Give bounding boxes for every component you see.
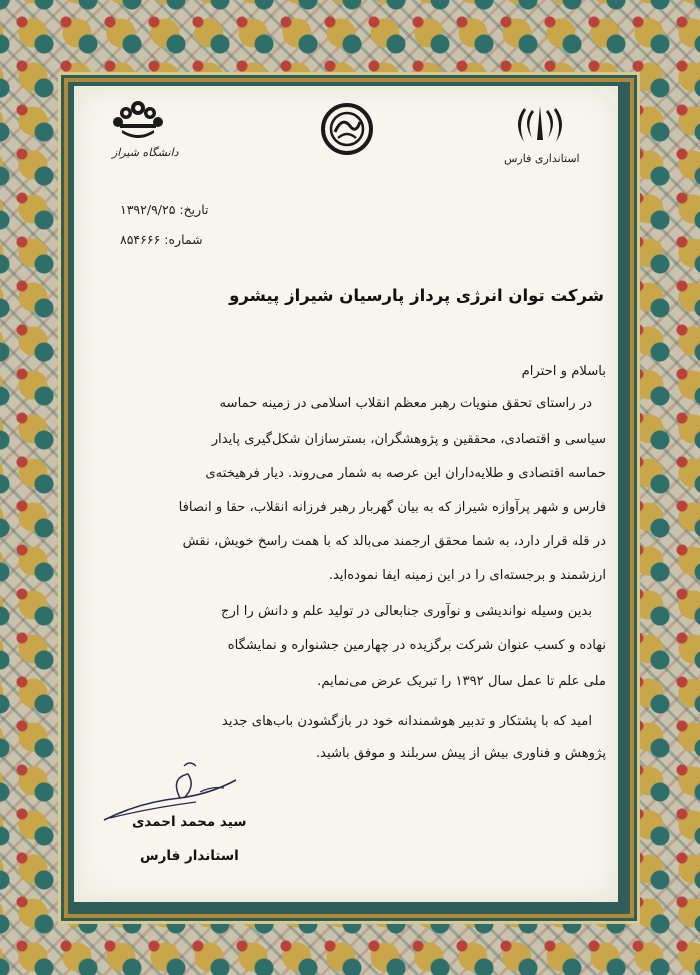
body-line: در راستای تحقق منویات رهبر معظم انقلاب اسلامی در زمینه حماسه	[219, 396, 592, 411]
salutation: باسلام و احترام	[521, 364, 606, 379]
signatory-name: سید محمد احمدی	[132, 814, 247, 830]
body-line: بدین وسیله نواندیشی و نوآوری جنابعالی در تولید علم و دانش را ارج	[220, 604, 592, 619]
governorate-caption: استانداری فارس	[504, 152, 580, 165]
date-line	[120, 202, 209, 217]
body-line: در قله قرار دارد، به شما محقق ارجمند می‌بالد که با همت راسخ خویش، نقش	[182, 534, 606, 549]
body-line: امید که با پشتکار و تدبیر هوشمندانه خود در بازگشودن باب‌های جدید	[221, 714, 592, 729]
body-line: ملی علم تا عمل سال ۱۳۹۲ را تبریک عرض می‌نمایم.	[317, 674, 606, 689]
body-line: پژوهش و فناوری بیش از پیش سربلند و موفق باشید.	[315, 746, 606, 761]
date-value: ۱۳۹۲/۹/۲۵	[120, 202, 176, 217]
body-line: حماسه اقتصادی و طلایه‌داران این عرصه به شمار می‌روند. دیار فرهیخته‌ی	[205, 466, 606, 481]
body-line: سیاسی و اقتصادی، محققین و پژوهشگران، بسترسازان شکل‌گیری پایدار	[211, 432, 606, 447]
body-line: ارزشمند و برجسته‌ای را در این زمینه ایفا نموده‌اید.	[328, 568, 606, 583]
body-line: نهاده و کسب عنوان شرکت برگزیده در چهارمین جشنواره و نمایشگاه	[227, 638, 606, 653]
number-label: شماره:	[164, 232, 203, 247]
recipient-title: شرکت توان انرژی پرداز پارسیان شیراز پیشرو	[229, 286, 604, 305]
university-logo-icon	[108, 98, 168, 142]
iran-emblem-icon	[512, 100, 568, 146]
body-line: فارس و شهر پرآوازه شیراز که به بیان گهربار رهبر فرزانه انقلاب، حقا و انصافا	[178, 500, 606, 515]
date-label: تاریخ:	[179, 202, 209, 217]
university-caption: دانشگاه شیراز	[112, 146, 179, 159]
number-value: ۸۵۴۶۶۶	[120, 232, 161, 247]
signatory-title: استاندار فارس	[140, 848, 239, 864]
center-emblem-icon	[320, 102, 374, 156]
number-line	[120, 232, 203, 247]
